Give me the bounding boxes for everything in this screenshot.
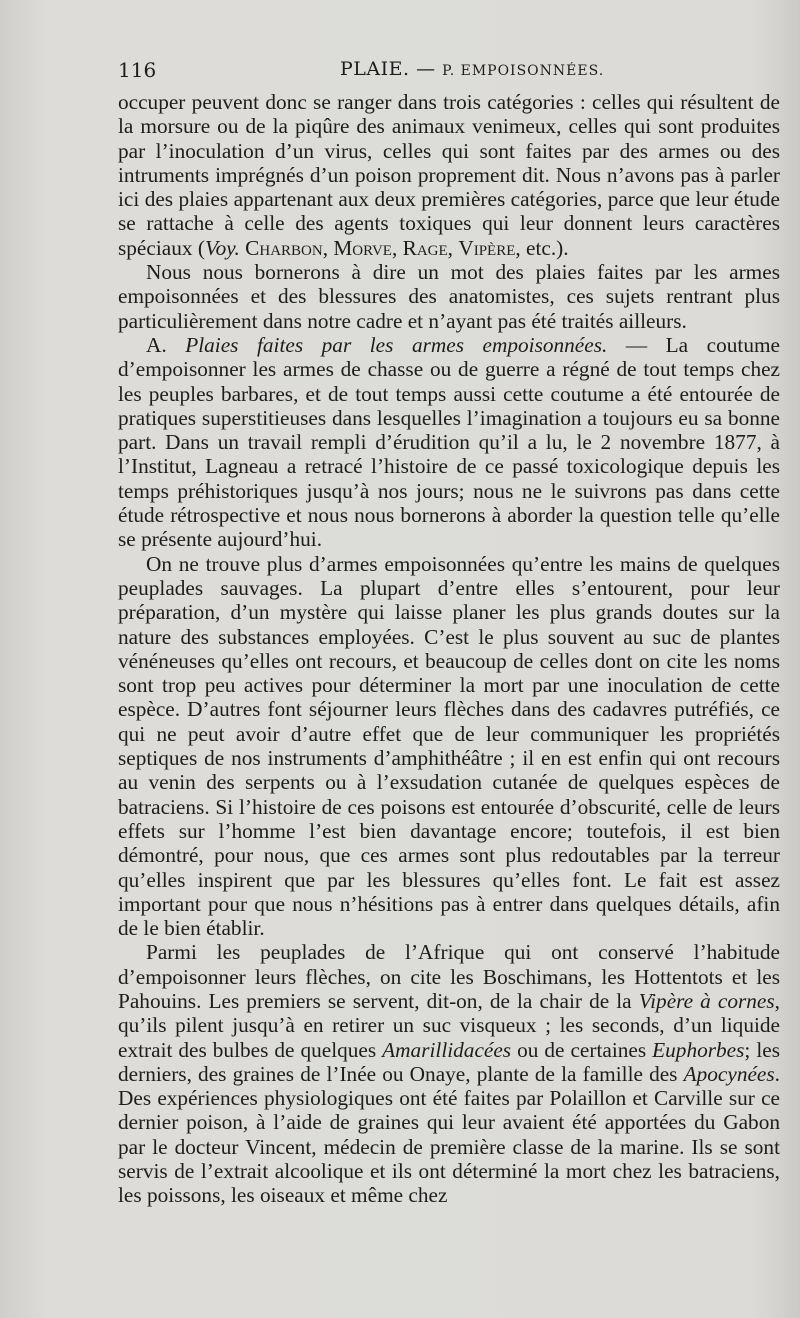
page-header <box>118 58 780 88</box>
small-caps-text: Rage <box>402 235 448 260</box>
running-title-sub: P. EMPOISONNÉES. <box>442 63 605 79</box>
text-segment: Parmi les peuplades de l’Afrique qui ont conservé l’habitude d’empoisonner leurs flèches, on cite les Boschimans, les Hottentots et les Pahouins. Les premiers se servent, dit-on, de la chair de la <box>118 940 780 1013</box>
text-segment: ou de certaines <box>511 1037 653 1062</box>
page-number: 116 <box>118 58 157 82</box>
text-segment: On ne trouve plus d’armes empoisonnées qu’entre les mains de quelques peuplades sauvages. La plupart d’entre elles s’entourent, pour leur préparation, d’un mystère qui laisse planer les plus grands doutes sur la nature des substances employées. C’est le plus souvent au suc de plantes vénéneuses qu’elles ont recours, et beaucoup de celles dont on cite les noms sont trop peu actives pour déterminer la mort par une inoculation de cette espèce. D’autres font séjourner leurs flèches dans des cadavres putréfiés, ce qui ne peut avoir d’autre effet que de leur communiquer les propriétés septiques de nos instruments d’amphithéâtre ; il en est enfin qui ont recours au venin des serpents ou à l’exsudation cutanée de quelques espèces de batraciens. Si l’histoire de ces poisons est entourée d’obscurité, celle de leurs effets sur l’homme l’est bien davantage encore; toutefois, il est bien démontré, pour nous, que ces armes sont plus redoutables par la terreur qu’elles inspirent que par les blessures qu’elles font. Le fait est assez important pour que nous n’hésitions pas à entrer dans quelques détails, afin de le bien établir. <box>118 551 780 941</box>
small-caps-text: Charbon <box>245 235 323 260</box>
text-segment: . Des expériences physiologiques ont été faites par Polaillon et Carville sur ce dernier poison, à l’aide de graines qui leur avaient été apportées du Gabon par le docteur Vincent, médecin de première classe de la marine. Ils se sont servis de l’extrait alcoolique et ils ont déterminé la mort chez les batraciens, les poissons, les oiseaux et même chez <box>118 1061 780 1208</box>
italic-text: Apocynées <box>683 1061 775 1086</box>
text-segment: — La coutume d’empoisonner les armes de chasse ou de guerre a régné de tout temps chez les peuples barbares, et de tout temps aussi cette coutume a été entourée de pratiques superstitieuses dans lesquelles l’imagination a toujours eu sa bonne part. Dans un travail rempli d’érudition qu’il a lu, le 2 novembre 1877, à l’Institut, Lagneau a retracé l’histoire de ce passé toxicologique depuis les temps préhistoriques jusqu’à nos jours; nous ne le suivrons pas dans cette étude rétrospective et nous nous bornerons à aborder la question telle qu’elle se présente aujourd’hui. <box>118 332 780 552</box>
text-segment: , qu’ils pilent jusqu’à en retirer un suc visqueux ; les seconds, d’un liquide extrait des bulbes de quelques <box>118 988 780 1062</box>
text-segment: , <box>447 235 459 260</box>
text-segment: , <box>322 235 334 260</box>
text-segment: A. <box>146 332 186 357</box>
text-segment: , <box>391 235 403 260</box>
text-segment: occuper peuvent donc se ranger dans trois catégories : celles qui résultent de la morsure ou de la piqûre des animaux venimeux, celles qui sont produites par l’inoculation d’un virus, celles qui sont faites par des armes ou des intruments imprégnés d’un poison proprement dit. Nous n’avons pas à parler ici des plaies appartenant aux deux premières catégories, parce que leur étude se rattache à celle des agents toxiques qui leur donnent leurs caractères spéciaux ( <box>118 90 780 260</box>
paragraph <box>118 333 780 552</box>
paragraph <box>118 552 780 941</box>
small-caps-text: Vipère <box>458 235 516 260</box>
italic-text: Amarillidacées <box>382 1037 512 1062</box>
text-segment: ; les derniers, des graines de l’Inée ou Onaye, plante de la famille des <box>118 1037 780 1086</box>
italic-text: Euphorbes <box>652 1037 745 1062</box>
italic-text: Vipère à cornes <box>638 988 775 1013</box>
paragraph <box>118 940 780 1207</box>
paragraph <box>118 90 780 260</box>
paragraph <box>118 260 780 333</box>
body-text <box>118 90 780 1208</box>
small-caps-text: Morve <box>333 235 392 260</box>
running-title <box>340 58 604 80</box>
text-segment: , etc.). <box>515 235 569 260</box>
running-title-main: PLAIE. — <box>340 58 436 80</box>
text-segment: Nous nous bornerons à dire un mot des plaies faites par les armes empoisonnées et des blessures des anatomistes, ces sujets rentrant plus particulièrement dans notre cadre et n’ayant pas été traités ailleurs. <box>118 260 780 333</box>
italic-text: Voy. <box>204 235 240 260</box>
italic-text: Plaies faites par les armes empoisonnées. <box>185 332 608 357</box>
